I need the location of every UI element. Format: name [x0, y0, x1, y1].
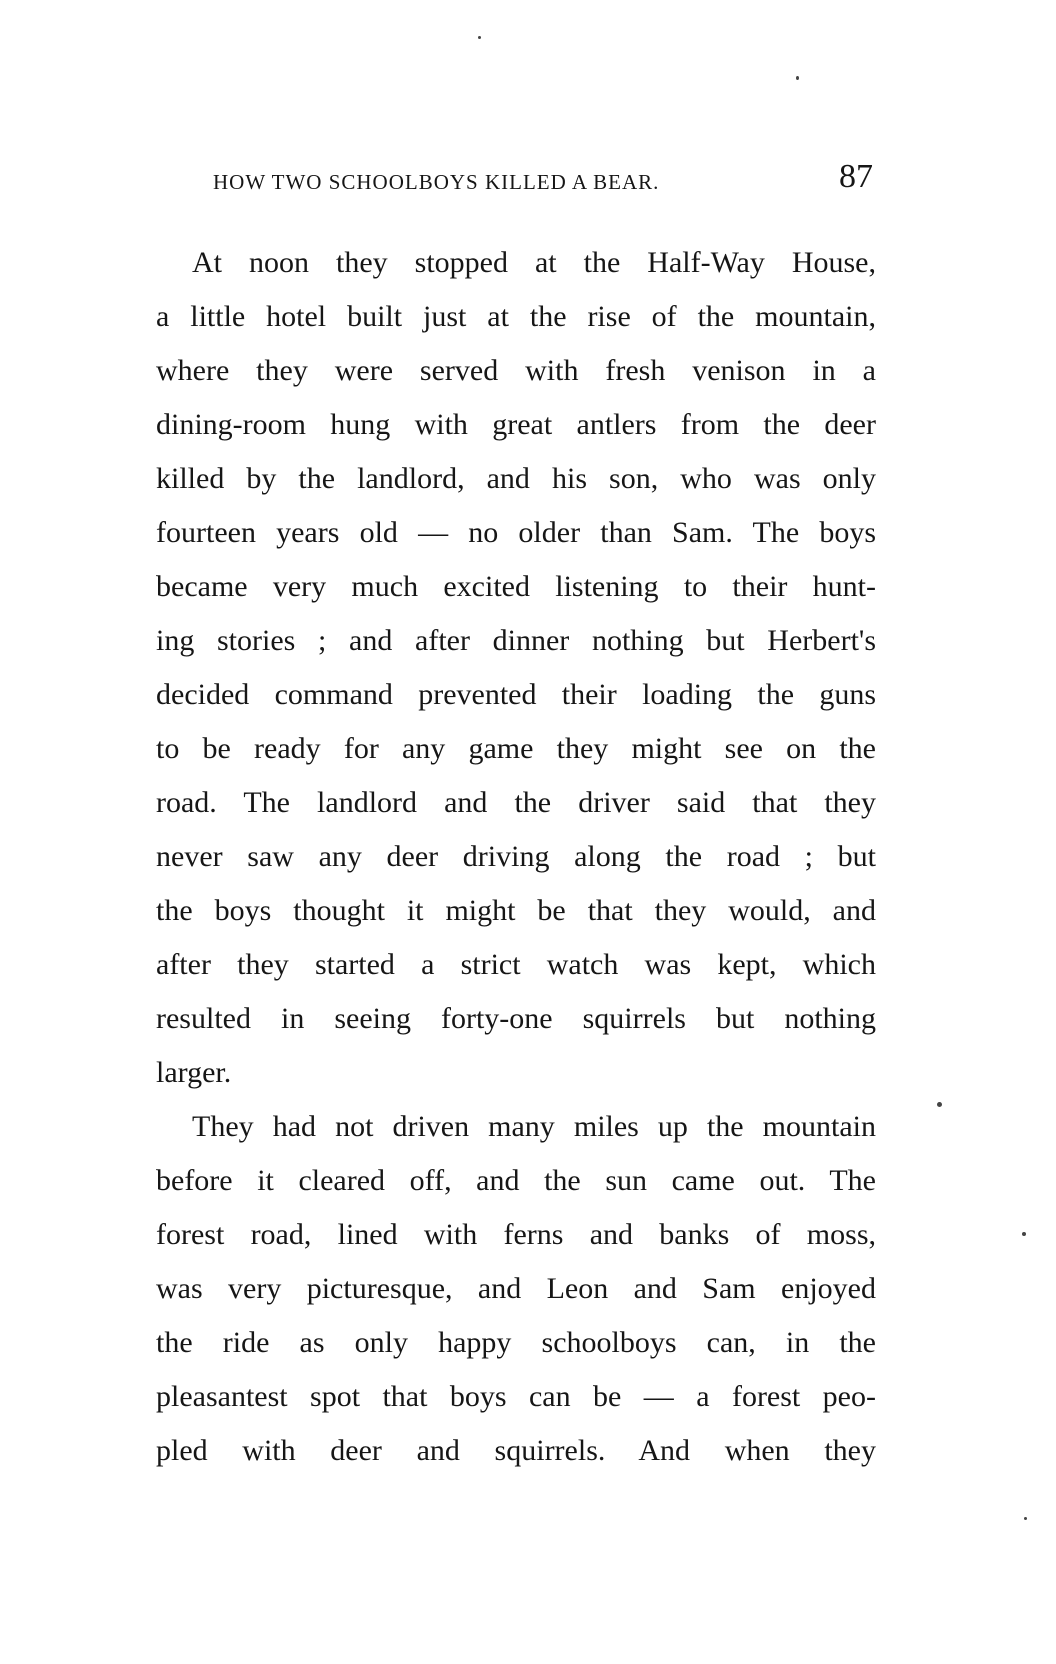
- text-line: killed by the landlord, and his son, who was only: [156, 462, 876, 495]
- text-line: where they were served with fresh venison in a: [156, 354, 876, 387]
- scan-speck: [1022, 1232, 1026, 1236]
- text-line: ing stories ; and after dinner nothing but Herbert's: [156, 624, 876, 657]
- text-line: forest road, lined with ferns and banks of moss,: [156, 1218, 876, 1251]
- text-line: before it cleared off, and the sun came out. The: [156, 1164, 876, 1197]
- scan-speck: [478, 36, 481, 39]
- text-line: fourteen years old — no older than Sam. The boys: [156, 516, 876, 549]
- text-line: resulted in seeing forty-one squirrels but nothing: [156, 1002, 876, 1035]
- text-line: a little hotel built just at the rise of the mountain,: [156, 300, 876, 333]
- text-line: At noon they stopped at the Half-Way House,: [192, 246, 876, 279]
- text-line: larger.: [156, 1056, 232, 1089]
- text-line: to be ready for any game they might see on the: [156, 732, 876, 765]
- text-line: after they started a strict watch was kept, which: [156, 948, 876, 981]
- body-text: [156, 236, 876, 1478]
- text-line: the ride as only happy schoolboys can, in the: [156, 1326, 876, 1359]
- page-number: 87: [839, 158, 873, 195]
- text-line: dining-room hung with great antlers from the deer: [156, 408, 876, 441]
- text-line: was very picturesque, and Leon and Sam enjoyed: [156, 1272, 876, 1305]
- text-line: never saw any deer driving along the road ; but: [156, 840, 876, 873]
- text-line: became very much excited listening to their hunt-: [156, 570, 876, 603]
- scan-speck: [937, 1102, 942, 1107]
- text-line: the boys thought it might be that they would, and: [156, 894, 876, 927]
- scan-speck: [1024, 1517, 1027, 1520]
- running-title: HOW TWO SCHOOLBOYS KILLED A BEAR.: [213, 170, 660, 194]
- text-line: pled with deer and squirrels. And when they: [156, 1434, 876, 1467]
- scan-speck: [796, 76, 799, 80]
- text-line: pleasantest spot that boys can be — a forest peo-: [156, 1380, 876, 1413]
- text-line: road. The landlord and the driver said that they: [156, 786, 876, 819]
- text-line: decided command prevented their loading the guns: [156, 678, 876, 711]
- page-header: [213, 160, 873, 204]
- text-line: They had not driven many miles up the mountain: [192, 1110, 876, 1143]
